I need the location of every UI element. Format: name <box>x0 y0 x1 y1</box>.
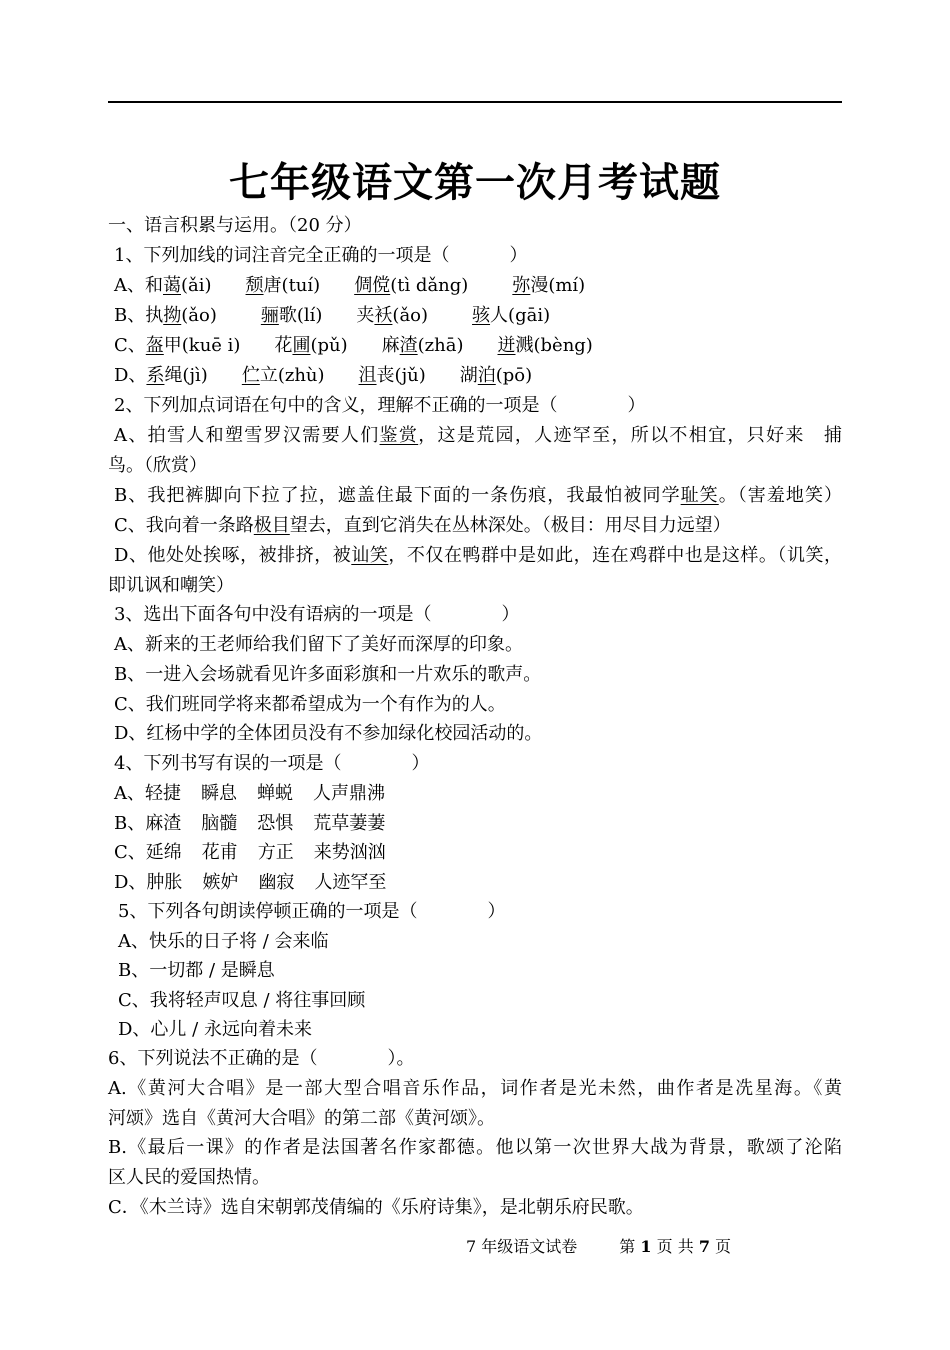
q3-option-a: A、新来的王老师给我们留下了美好而深厚的印象。 <box>114 634 523 655</box>
footer-page-number: 1 <box>640 1237 652 1256</box>
q1-option-d: D、系绳(jì) 伫立(zhù) 沮丧(jǔ) 湖泊(pō) <box>114 365 533 386</box>
q4-option-c: C、延绵 花甫 方正 来势汹汹 <box>114 842 386 863</box>
q6-option-a-line1: A.《黄河大合唱》是一部大型合唱音乐作品，词作者是光未然，曲作者是冼星海。《黄 <box>108 1078 842 1099</box>
q6-option-a-line2: 河颂》选自《黄河大合唱》的第二部《黄河颂》。 <box>108 1108 495 1129</box>
q2-option-d-line1: D、他处处挨啄，被排挤，被讪笑，不仅在鸭群中是如此，连在鸡群中也是这样。（讥笑， <box>114 545 843 566</box>
q1-option-c: C、盔甲(kuē i) 花圃(pǔ) 麻渣(zhā) 迸溅(bèng) <box>114 335 593 356</box>
page-title: 七年级语文第一次月考试题 <box>229 160 721 206</box>
q2-option-b: B、我把裤脚向下拉了拉，遮盖住最下面的一条伤痕，我最怕被同学耻笑。（害羞地笑） <box>114 485 842 506</box>
section-heading: 一、语言积累与运用。（20 分） <box>108 215 362 236</box>
question-3-stem: 3、选出下面各句中没有语病的一项是（ ） <box>114 604 520 625</box>
q4-option-d: D、肿胀 嫉妒 幽寂 人迹罕至 <box>114 872 387 893</box>
question-1-stem: 1、下列加线的词注音完全正确的一项是（ ） <box>114 245 528 266</box>
q5-option-d: D、心儿 / 永远向着未来 <box>118 1019 312 1040</box>
q3-option-d: D、红杨中学的全体团员没有不参加绿化校园活动的。 <box>114 723 543 744</box>
q2-option-c: C、我向着一条路极目望去，直到它消失在丛林深处。（极目：用尽目力远望） <box>114 515 731 536</box>
q1-option-b: B、执拗(ǎo) 骊歌(lí) 夹袄(ǎo) 骇人(gāi) <box>114 305 551 326</box>
q6-option-b-line2: 区人民的爱国热情。 <box>108 1167 270 1188</box>
q5-option-a: A、快乐的日子将 / 会来临 <box>118 931 329 952</box>
q3-option-b: B、一进入会场就看见许多面彩旗和一片欢乐的歌声。 <box>114 664 542 685</box>
question-2-stem: 2、下列加点词语在句中的含义，理解不正确的一项是（ ） <box>114 395 646 416</box>
q2-option-d-line2: 即讥讽和嘲笑） <box>108 575 234 596</box>
q2-option-a-line2: 鸟。（欣赏） <box>108 455 207 476</box>
q4-option-b: B、麻渣 脑髓 恐惧 荒草萋萋 <box>114 813 386 834</box>
question-6-stem: 6、下列说法不正确的是（ ）。 <box>108 1048 415 1069</box>
header-rule <box>108 101 842 103</box>
question-5-stem: 5、下列各句朗读停顿正确的一项是（ ） <box>118 901 506 922</box>
q6-option-c: C．《木兰诗》选自宋朝郭茂倩编的《乐府诗集》，是北朝乐府民歌。 <box>108 1197 644 1218</box>
q2-option-a-line1: A、拍雪人和塑雪罗汉需要人们鉴赏，这是荒园，人迹罕至，所以不相宜，只好来 捕 <box>114 425 843 446</box>
q3-option-c: C、我们班同学将来都希望成为一个有作为的人。 <box>114 694 506 715</box>
q5-option-b: B、一切都 / 是瞬息 <box>118 960 275 981</box>
q5-option-c: C、我将轻声叹息 / 将往事回顾 <box>118 990 366 1011</box>
footer-total-pages: 7 <box>698 1237 710 1256</box>
q4-option-a: A、轻捷 瞬息 蝉蜕 人声鼎沸 <box>114 783 385 804</box>
q6-option-b-line1: B.《最后一课》的作者是法国著名作家都德。他以第一次世界大战为背景，歌颂了沦陷 <box>108 1137 842 1158</box>
question-4-stem: 4、下列书写有误的一项是（ ） <box>114 753 430 774</box>
footer-exam-name: 7 年级语文试卷 <box>466 1237 578 1256</box>
q1-option-a: A、和蔼(ǎi) 颓唐(tuí) 倜傥(tì dǎng) 弥漫(mí) <box>114 275 586 296</box>
page-footer: 7 年级语文试卷 第 1 页 共 7 页 <box>466 1237 732 1256</box>
